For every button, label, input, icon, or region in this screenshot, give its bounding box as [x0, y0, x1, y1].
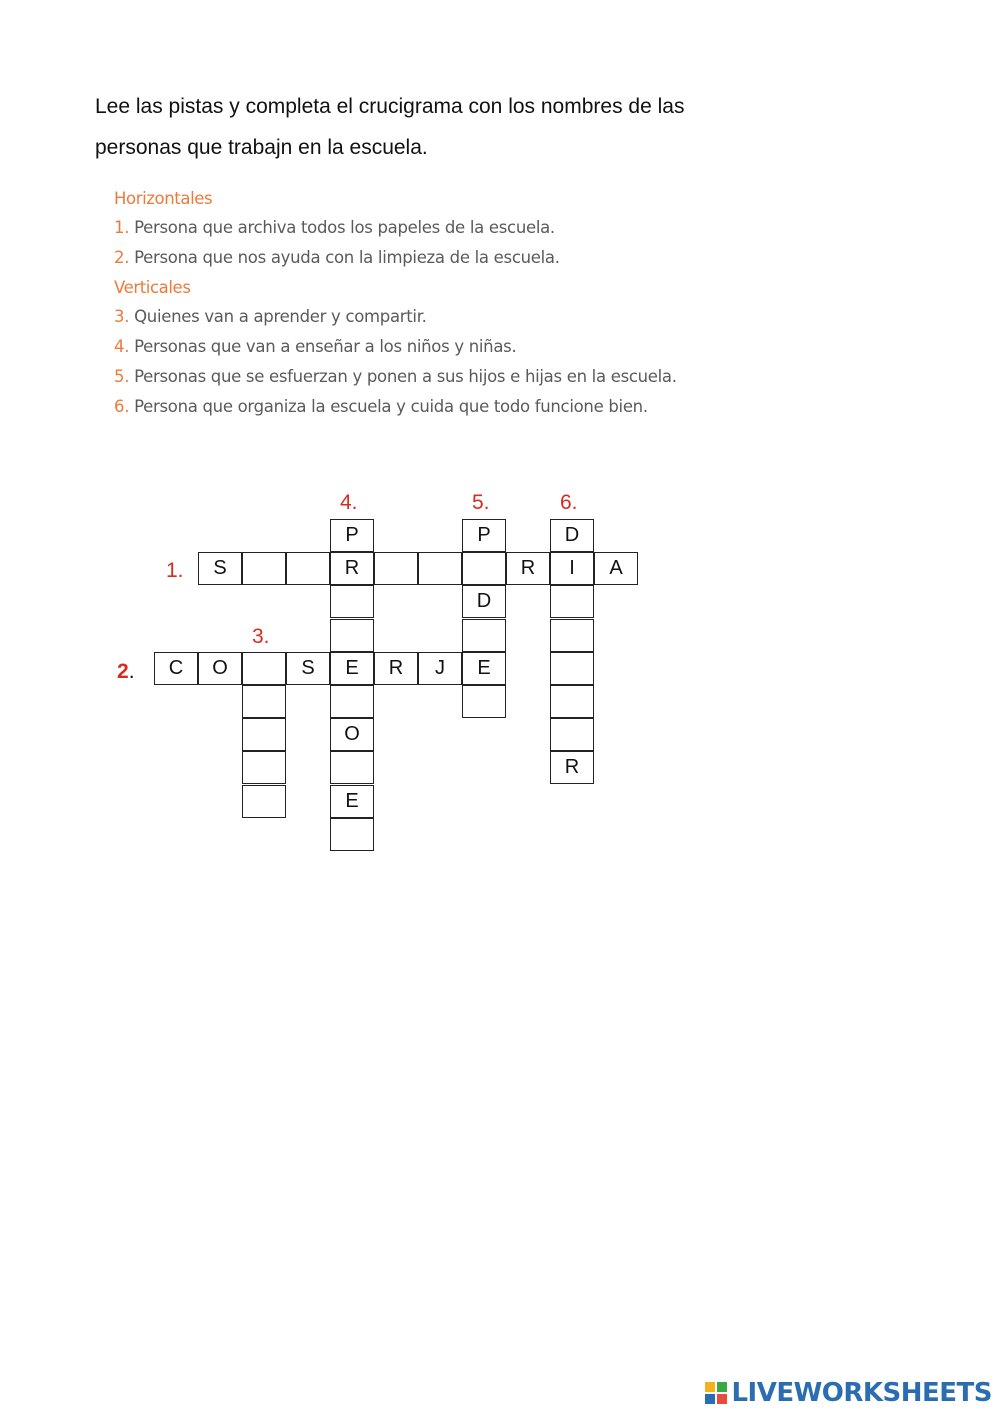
crossword-letter: D	[476, 590, 492, 612]
crossword-letter: J	[435, 657, 445, 679]
crossword-input[interactable]	[331, 752, 373, 783]
crossword-cell	[550, 751, 594, 784]
crossword-number-2-digit: 2	[117, 660, 129, 683]
crossword-input[interactable]	[551, 686, 593, 717]
clue-4-text: Personas que van a enseñar a los niños y niñas.	[134, 337, 517, 356]
clue-4	[114, 332, 754, 362]
crossword-input[interactable]	[243, 553, 285, 584]
clue-3-number: 3.	[114, 307, 130, 326]
crossword-number-5: 5.	[472, 491, 490, 514]
crossword-cell	[330, 519, 374, 552]
clues-box	[114, 184, 754, 422]
liveworksheets-logo-icon	[705, 1382, 727, 1404]
clue-2-text: Persona que nos ayuda con la limpieza de la escuela.	[134, 248, 560, 267]
instructions-line-2: personas que trabajn en la escuela.	[95, 136, 428, 159]
crossword-letter: E	[345, 657, 359, 679]
crossword-number-6: 6.	[560, 491, 578, 514]
crossword-input[interactable]	[331, 586, 373, 617]
crossword-cell[interactable]	[462, 552, 506, 585]
crossword-cell[interactable]	[550, 585, 594, 618]
crossword-input[interactable]	[551, 719, 593, 750]
crossword-cell[interactable]	[550, 619, 594, 652]
crossword-input[interactable]	[419, 553, 461, 584]
crossword-cell[interactable]	[462, 619, 506, 652]
crossword-letter: P	[345, 524, 359, 546]
crossword-input[interactable]	[331, 620, 373, 651]
crossword-input[interactable]	[331, 686, 373, 717]
crossword-letter: R	[520, 557, 536, 579]
crossword-input[interactable]	[463, 620, 505, 651]
crossword-cell	[462, 652, 506, 685]
crossword-letter: R	[388, 657, 404, 679]
crossword-cell	[286, 652, 330, 685]
clue-1	[114, 213, 754, 243]
crossword-cell	[330, 718, 374, 751]
crossword-input[interactable]	[243, 752, 285, 783]
crossword-cell[interactable]	[418, 552, 462, 585]
crossword-cell	[198, 552, 242, 585]
crossword-cell	[506, 552, 550, 585]
crossword-cell	[330, 652, 374, 685]
crossword-input[interactable]	[331, 819, 373, 850]
crossword-cell[interactable]	[242, 751, 286, 784]
crossword-cell	[154, 652, 198, 685]
clue-5	[114, 362, 754, 392]
horizontal-title: Horizontales	[114, 189, 213, 208]
crossword-letter: O	[212, 657, 228, 679]
clue-2	[114, 243, 754, 273]
crossword-cell	[594, 552, 638, 585]
crossword-cell	[198, 652, 242, 685]
crossword-letter: S	[213, 557, 227, 579]
crossword-cell	[550, 552, 594, 585]
crossword-cell[interactable]	[550, 718, 594, 751]
crossword-letter: E	[477, 657, 491, 679]
crossword-cell[interactable]	[286, 552, 330, 585]
crossword-cell	[462, 585, 506, 618]
crossword-cell	[418, 652, 462, 685]
crossword-number-4: 4.	[340, 491, 358, 514]
crossword-letter: I	[569, 557, 575, 579]
crossword-letter: A	[609, 557, 623, 579]
clue-5-text: Personas que se esfuerzan y ponen a sus hijos e hijas en la escuela.	[134, 367, 677, 386]
clue-6-number: 6.	[114, 397, 130, 416]
crossword-input[interactable]	[551, 653, 593, 684]
crossword-input[interactable]	[375, 553, 417, 584]
crossword-cell[interactable]	[330, 751, 374, 784]
clue-6-text: Persona que organiza la escuela y cuida que todo funcione bien.	[134, 397, 648, 416]
crossword-letter: O	[344, 723, 360, 745]
clue-6	[114, 392, 754, 422]
crossword-cell[interactable]	[242, 652, 286, 685]
clue-2-number: 2.	[114, 248, 130, 267]
instructions	[95, 86, 815, 168]
clue-5-number: 5.	[114, 367, 130, 386]
crossword-letter: D	[564, 524, 580, 546]
crossword-letter: R	[564, 756, 580, 778]
crossword-input[interactable]	[551, 620, 593, 651]
crossword-cell[interactable]	[330, 818, 374, 851]
crossword-letter: C	[168, 657, 184, 679]
crossword-input[interactable]	[463, 553, 505, 584]
crossword-letter: E	[345, 790, 359, 812]
clue-4-number: 4.	[114, 337, 130, 356]
clue-3	[114, 302, 754, 332]
crossword-input[interactable]	[243, 786, 285, 817]
crossword-cell	[550, 519, 594, 552]
crossword-input[interactable]	[463, 686, 505, 717]
crossword-cell[interactable]	[242, 552, 286, 585]
crossword-cell	[330, 552, 374, 585]
crossword-input[interactable]	[287, 553, 329, 584]
liveworksheets-logo	[705, 1379, 992, 1407]
instructions-line-1: Lee las pistas y completa el crucigrama con los nombres de las	[95, 95, 685, 118]
crossword-cell[interactable]	[550, 685, 594, 718]
crossword-cell[interactable]	[242, 785, 286, 818]
crossword-number-2	[117, 660, 135, 684]
crossword-cell	[330, 785, 374, 818]
crossword-cell[interactable]	[242, 718, 286, 751]
clue-3-text: Quienes van a aprender y compartir.	[134, 307, 427, 326]
crossword-cell	[374, 652, 418, 685]
crossword-cell	[462, 519, 506, 552]
crossword-cell[interactable]	[374, 552, 418, 585]
crossword-input[interactable]	[551, 586, 593, 617]
crossword-cell[interactable]	[330, 685, 374, 718]
clue-1-text: Persona que archiva todos los papeles de la escuela.	[134, 218, 555, 237]
clue-1-number: 1.	[114, 218, 130, 237]
crossword-number-1: 1.	[166, 559, 184, 582]
crossword-letter: R	[344, 557, 360, 579]
crossword-number-3: 3.	[252, 625, 270, 648]
vertical-title: Verticales	[114, 278, 191, 297]
liveworksheets-logo-text: LIVEWORKSHEETS	[731, 1378, 992, 1408]
crossword-cell[interactable]	[462, 685, 506, 718]
crossword-cell[interactable]	[550, 652, 594, 685]
crossword-input[interactable]	[243, 653, 285, 684]
crossword-cell[interactable]	[330, 619, 374, 652]
crossword-cell[interactable]	[330, 585, 374, 618]
crossword-input[interactable]	[243, 686, 285, 717]
crossword-letter: S	[301, 657, 315, 679]
crossword-input[interactable]	[243, 719, 285, 750]
crossword-number-2-dot: .	[128, 660, 135, 683]
crossword-cell[interactable]	[242, 685, 286, 718]
crossword-letter: P	[477, 524, 491, 546]
